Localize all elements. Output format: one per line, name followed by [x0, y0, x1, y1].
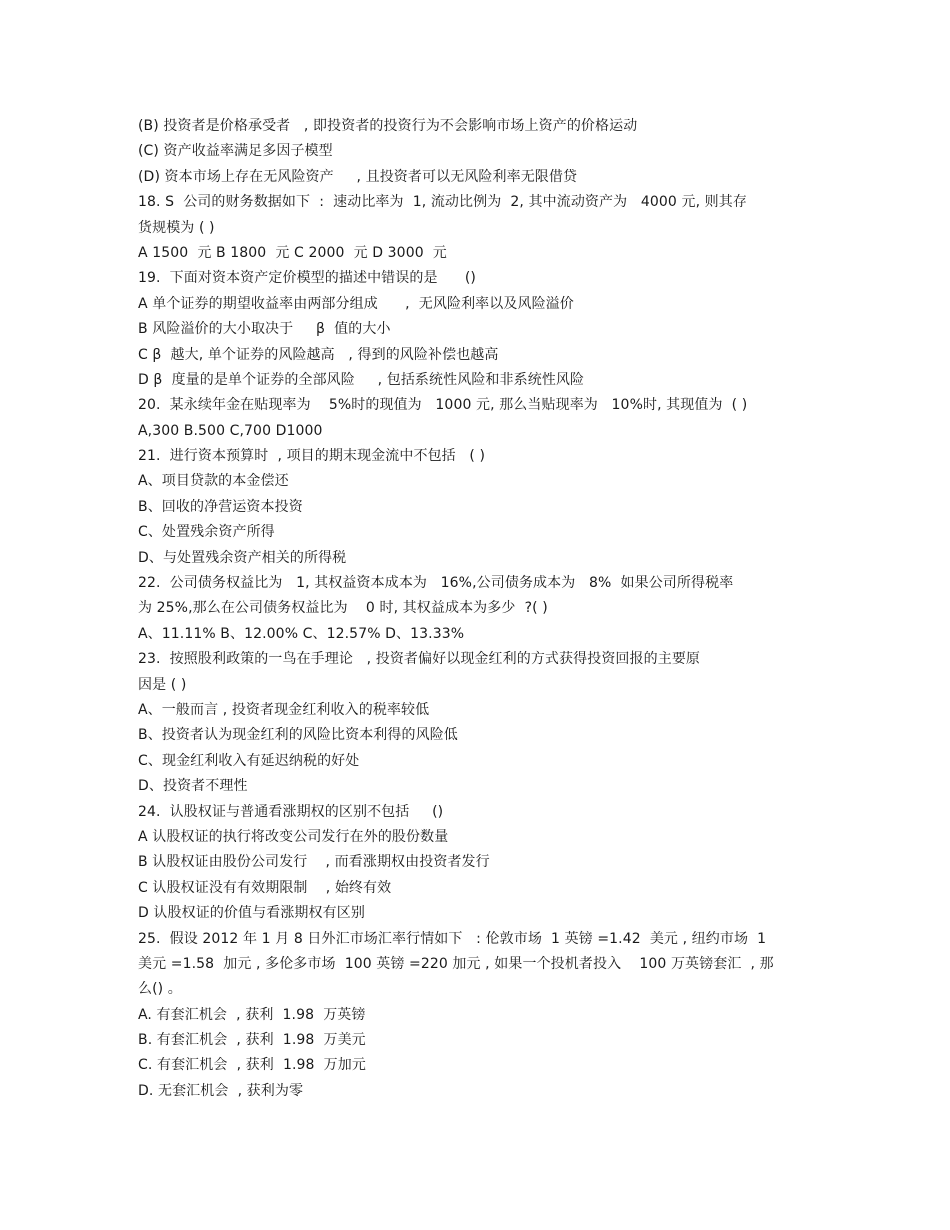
question-19-option-a: A 单个证券的期望收益率由两部分组成 , 无风险利率以及风险溢价	[138, 295, 574, 312]
question-22-options: A、11.11% B、12.00% C、12.57% D、13.33%	[138, 625, 465, 642]
question-20: 20. 某永续年金在贴现率为 5%时的现值为 1000 元, 那么当贴现率为 10%时, 其现值为 ( )	[138, 397, 748, 414]
question-20-options: A,300 B.500 C,700 D1000	[138, 422, 323, 439]
question-19-option-d: D β 度量的是单个证券的全部风险 , 包括系统性风险和非系统性风险	[138, 371, 585, 388]
option-b-price-taker: (B) 投资者是价格承受者 , 即投资者的投资行为不会影响市场上资产的价格运动	[138, 118, 638, 134]
question-25-option-c: C. 有套汇机会 , 获利 1.98 万加元	[138, 1057, 366, 1074]
question-24-option-a: A 认股权证的执行将改变公司发行在外的股份数量	[138, 828, 449, 845]
question-24-option-c: C 认股权证没有有效期限制 , 始终有效	[138, 879, 392, 896]
question-24-option-b: B 认股权证由股份公司发行 , 而看涨期权由投资者发行	[138, 854, 490, 871]
question-18: 18. S 公司的财务数据如下 : 速动比率为 1, 流动比例为 2, 其中流动资产为 4000 元, 则其存	[138, 194, 747, 211]
question-25-option-a: A. 有套汇机会 , 获利 1.98 万英镑	[138, 1006, 366, 1023]
question-25-option-b: B. 有套汇机会 , 获利 1.98 万美元	[138, 1032, 366, 1049]
question-25-cont-1: 美元 =1.58 加元 , 多伦多市场 100 英镑 =220 加元 , 如果一个投机者投入 100 万英镑套汇 , 那	[138, 955, 774, 972]
question-21-option-b: B、回收的净营运资本投资	[138, 498, 303, 515]
option-c-multifactor: (C) 资产收益率满足多因子模型	[138, 143, 333, 160]
question-24-option-d: D 认股权证的价值与看涨期权有区别	[138, 905, 365, 922]
question-19-option-b: B 风险溢价的大小取决于 β 值的大小	[138, 321, 391, 338]
question-21-option-a: A、项目贷款的本金偿还	[138, 473, 289, 490]
question-19-option-c: C β 越大, 单个证券的风险越高 , 得到的风险补偿也越高	[138, 346, 499, 363]
question-22: 22. 公司债务权益比为 1, 其权益资本成本为 16%,公司债务成本为 8% 如果公司所得税率	[138, 575, 734, 592]
question-23-cont: 因是 ( )	[138, 676, 187, 693]
option-d-riskfree-asset: (D) 资本市场上存在无风险资产 , 且投资者可以无风险利率无限借贷	[138, 168, 578, 185]
question-18-cont: 货规模为 ( )	[138, 219, 215, 236]
question-23-option-a: A、一般而言 , 投资者现金红利收入的税率较低	[138, 701, 430, 718]
question-24: 24. 认股权证与普通看涨期权的区别不包括 ()	[138, 803, 444, 820]
question-21-option-d: D、与处置残余资产相关的所得税	[138, 549, 347, 566]
question-21: 21. 进行资本预算时 , 项目的期末现金流中不包括 ( )	[138, 448, 486, 465]
question-21-option-c: C、处置残余资产所得	[138, 524, 275, 541]
question-25-cont-2: 么() 。	[138, 981, 182, 998]
question-22-cont: 为 25%,那么在公司债务权益比为 0 时, 其权益成本为多少 ?( )	[138, 600, 548, 617]
question-23-option-c: C、现金红利收入有延迟纳税的好处	[138, 752, 360, 769]
question-23-option-d: D、投资者不理性	[138, 778, 248, 795]
question-25-option-d: D. 无套汇机会 , 获利为零	[138, 1082, 304, 1099]
question-19: 19. 下面对资本资产定价模型的描述中错误的是 ()	[138, 270, 476, 287]
question-23: 23. 按照股利政策的一鸟在手理论 , 投资者偏好以现金红利的方式获得投资回报的主要原	[138, 651, 701, 668]
question-25: 25. 假设 2012 年 1 月 8 日外汇市场汇率行情如下 : 伦敦市场 1 英镑 =1.42 美元 , 纽约市场 1	[138, 930, 767, 947]
question-18-options: A 1500 元 B 1800 元 C 2000 元 D 3000 元	[138, 244, 447, 261]
question-23-option-b: B、投资者认为现金红利的风险比资本利得的风险低	[138, 727, 458, 744]
document-page	[138, 114, 818, 1104]
